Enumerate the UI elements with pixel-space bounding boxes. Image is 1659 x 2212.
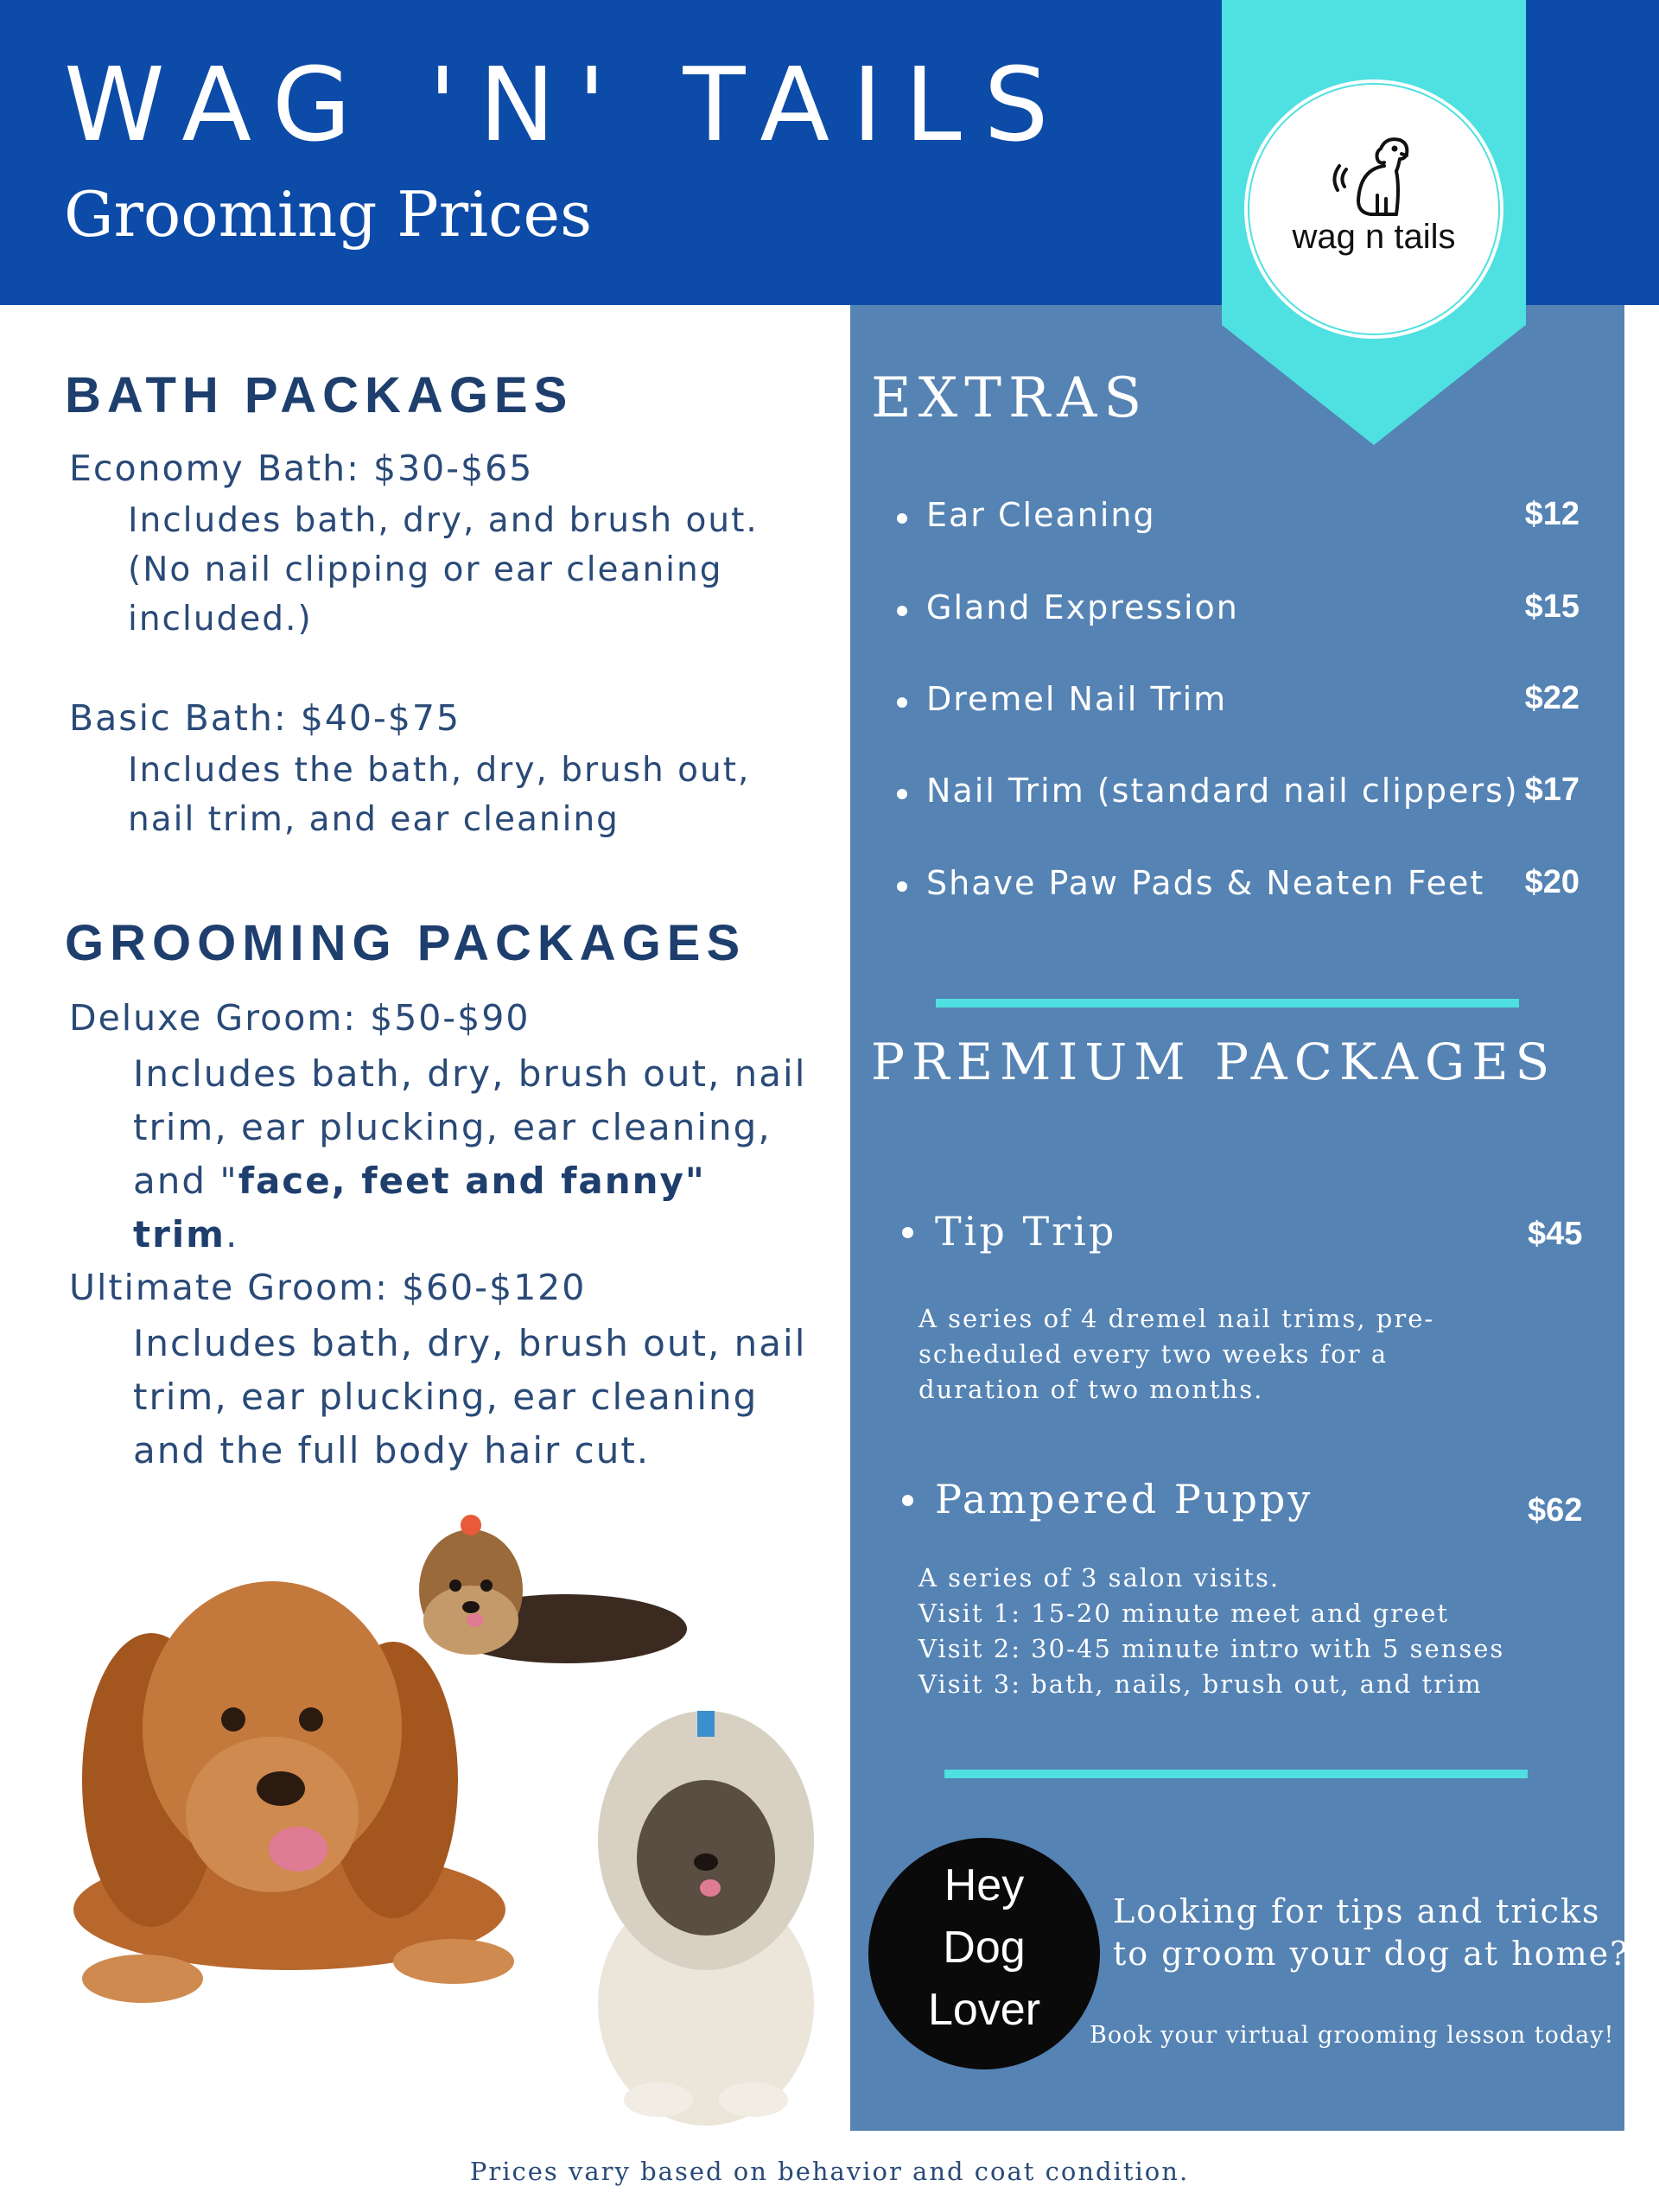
extra-item	[897, 588, 1580, 640]
bullet-icon	[902, 1227, 913, 1238]
extra-item	[897, 864, 1580, 916]
extra-label: Ear Cleaning	[926, 496, 1156, 534]
tip-trip-price: $45	[1528, 1216, 1583, 1252]
shih-tzu-photo	[581, 1694, 831, 2126]
extra-price: $17	[1524, 772, 1580, 808]
footer-note: Prices vary based on behavior and coat condition.	[469, 2157, 1190, 2186]
extra-price: $12	[1524, 496, 1580, 532]
promo-cta: Book your virtual grooming lesson today!	[1090, 2022, 1615, 2049]
deluxe-groom-desc: Includes bath, dry, brush out, nail trim, ear plucking, ear cleaning, and "face, feet and fanny" trim.	[133, 1052, 807, 1255]
badge-line: Lover	[927, 1985, 1041, 2035]
extra-price: $15	[1524, 588, 1580, 625]
economy-bath-desc: Includes bath, dry, and brush out. (No nail clipping or ear cleaning included.)	[128, 501, 759, 639]
section-divider	[944, 1770, 1528, 1778]
tip-trip-desc: A series of 4 dremel nail trims, pre- scheduled every two weeks for a duration of two months.	[918, 1304, 1435, 1404]
bullet-icon	[897, 513, 907, 524]
extra-label: Shave Paw Pads & Neaten Feet	[926, 864, 1485, 902]
extra-price: $22	[1524, 680, 1580, 716]
pampered-puppy-desc: A series of 3 salon visits. Visit 1: 15-20 minute meet and greet Visit 2: 30-45 minute intro with 5 senses Visit 3: bath, nails, brush out, and trim	[918, 1563, 1505, 1699]
ultimate-groom-desc: Includes bath, dry, brush out, nail trim, ear plucking, ear cleaning and the full body hair cut.	[133, 1322, 807, 1471]
premium-packages-heading: PREMIUM PACKAGES	[871, 1033, 1557, 1091]
promo-question: Looking for tips and tricks to groom your dog at home?	[1113, 1892, 1630, 1973]
badge-line: Dog	[943, 1923, 1026, 1973]
bullet-icon	[897, 789, 907, 799]
page-subtitle: Grooming Prices	[64, 178, 593, 251]
grooming-packages-heading: GROOMING PACKAGES	[65, 915, 747, 971]
bullet-icon	[897, 697, 907, 708]
pampered-puppy-price: $62	[1528, 1492, 1583, 1529]
extra-item	[897, 496, 1580, 548]
extra-price: $20	[1524, 864, 1580, 900]
badge-line: Hey	[944, 1860, 1025, 1910]
extra-label: Dremel Nail Trim	[926, 680, 1228, 718]
ultimate-groom-title: Ultimate Groom: $60-$120	[69, 1267, 587, 1308]
economy-bath-title: Economy Bath: $30-$65	[69, 448, 534, 489]
bullet-icon	[902, 1495, 913, 1506]
tip-trip-title: Tip Trip	[935, 1208, 1117, 1255]
extra-label: Gland Expression	[926, 588, 1239, 626]
brand-title: WAG 'N' TAILS	[64, 45, 1071, 164]
extra-item	[897, 680, 1580, 732]
extras-heading: EXTRAS	[871, 366, 1149, 430]
logo-text: wag n tails	[1292, 218, 1456, 256]
extra-label: Nail Trim (standard nail clippers)	[926, 772, 1519, 810]
deluxe-groom-title: Deluxe Groom: $50-$90	[69, 997, 531, 1039]
bath-packages-heading: BATH PACKAGES	[65, 367, 574, 423]
basic-bath-title: Basic Bath: $40-$75	[69, 697, 461, 739]
yorkie-photo	[393, 1508, 691, 1681]
dog-icon	[1320, 131, 1424, 226]
pampered-puppy-title: Pampered Puppy	[935, 1476, 1313, 1522]
section-divider	[936, 999, 1519, 1007]
extra-item	[897, 772, 1580, 823]
bullet-icon	[897, 606, 907, 616]
basic-bath-desc: Includes the bath, dry, brush out, nail trim, and ear cleaning	[128, 751, 751, 839]
bullet-icon	[897, 881, 907, 892]
